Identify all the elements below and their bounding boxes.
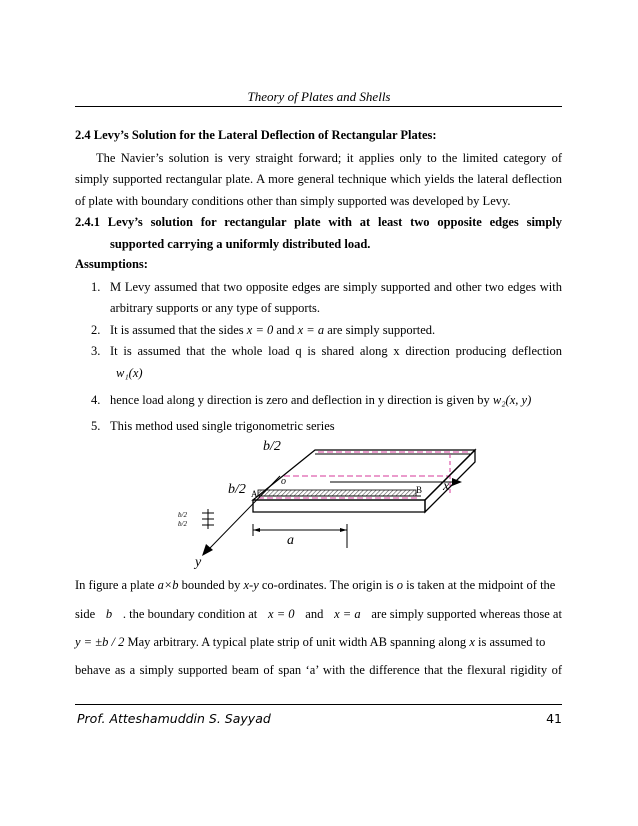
body-line3: y = ±b / 2 May arbitrary. A typical plate strip of unit width AB spanning along x is assumed to — [75, 635, 546, 649]
section-heading: 2.4 Levy’s Solution for the Lateral Deflection of Rectangular Plates: — [75, 128, 437, 142]
footer-author: Prof. Atteshamuddin S. Sayyad — [77, 711, 271, 726]
assumptions-title: Assumptions: — [75, 257, 148, 271]
para1-line2: simply supported rectangular plate. A more general technique which yields the lateral deflection — [75, 172, 562, 186]
para1-line3: of plate with boundary conditions other than simply supported was developed by Levy. — [75, 194, 511, 208]
label-b2-top: b/2 — [263, 440, 281, 454]
label-y: y — [195, 555, 202, 570]
footer-rule — [75, 704, 562, 705]
plate-figure — [150, 440, 480, 570]
item3-math: w₁(x) — [116, 366, 143, 380]
label-a-dim: a — [287, 533, 294, 548]
item1-line2: arbitrary supports or any type of supports. — [110, 301, 321, 315]
label-small-b2-2: b/2 — [178, 520, 187, 528]
item4-number: 4. — [91, 393, 101, 407]
para1-line1: The Navier’s solution is very straight forward; it applies only to the limited category of — [96, 151, 562, 165]
header-rule — [75, 106, 562, 107]
label-o: o — [281, 476, 286, 487]
label-b-point: B — [416, 485, 423, 495]
item2-number: 2. — [91, 323, 101, 337]
page-number: 41 — [546, 711, 562, 726]
item2-text: It is assumed that the sides x = 0 and x = a are simply supported. — [110, 323, 436, 337]
item5-text: This method used single trigonometric series — [110, 419, 335, 433]
subsection-heading-line2: supported carrying a uniformly distributed load. — [110, 237, 371, 251]
plate-side-face — [425, 450, 475, 512]
plate-front-face — [253, 500, 425, 512]
item4-text: hence load along y direction is zero and deflection in y direction is given by w₂(x, y) — [110, 393, 532, 407]
body-line1: In figure a plate a×b bounded by x-y co-ordinates. The origin is o is taken at the midpoint of the — [75, 578, 556, 592]
item1-line1: M Levy assumed that two opposite edges are simply supported and other two edges with — [110, 280, 562, 294]
body-line4: behave as a simply supported beam of span ‘a’ with the difference that the flexural rigidity of — [75, 663, 562, 677]
body-line2: side b . the boundary condition at x = 0 and x = a are simply supported whereas those at — [75, 607, 562, 621]
item3-line1: It is assumed that the whole load q is shared along x direction producing deflection — [110, 344, 562, 358]
label-x: x — [443, 479, 450, 494]
item1-number: 1. — [91, 280, 101, 294]
running-header: Theory of Plates and Shells — [247, 89, 391, 104]
subsection-heading-line1: 2.4.1 Levy’s solution for rectangular plate with at least two opposite edges simply — [75, 215, 562, 229]
label-b2-left: b/2 — [228, 482, 246, 497]
item3-number: 3. — [91, 344, 101, 358]
item5-number: 5. — [91, 419, 101, 433]
label-a-point: A — [251, 489, 258, 499]
label-small-b2-1: b/2 — [178, 511, 187, 519]
strip-ab — [258, 490, 416, 496]
